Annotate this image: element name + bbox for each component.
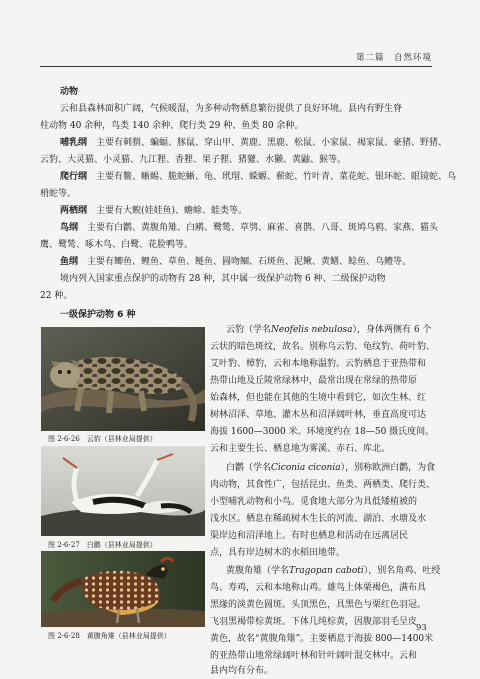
intro-line-1: 云和县森林面积广阔，气候暖湿，为多种动物栖息繁衍提供了良好环境。县内有野生脊	[60, 104, 403, 114]
class-name: 爬行纲	[60, 172, 88, 182]
class-mammal-line-2: 云豹、大灵猫、小灵猫、九江狸、香狸、果子狸、猪獾、水獭、黄鼬、猴等。	[40, 155, 347, 165]
protected-summary-line-2: 22 种。	[40, 291, 73, 301]
clouded-leopard-intro-prefix: 云豹（学名	[226, 325, 272, 335]
header-rule	[40, 66, 432, 67]
class-name: 哺乳纲	[60, 138, 88, 148]
class-text: 主要有鳖、蜥蜴、脆蛇蜥、龟、玳瑁、蝾螈、蕲蛇、竹叶青、菜花蛇、银环蛇、眼镜蛇、乌	[96, 172, 457, 182]
class-name: 鱼纲	[60, 257, 79, 267]
class-fish	[60, 254, 411, 271]
class-bird-line-2: 鹰、鹭鸶、啄木鸟、白鹭、花脸鸭等。	[40, 240, 194, 250]
tragopan-line: 县内均有分布。	[210, 666, 274, 676]
class-text: 主要有白鹳、黄腹角雉、白鹇、鹭鸶、草鸮、麻雀、喜鹊、八哥、斑鸠乌鸦、家燕、猫头	[87, 223, 439, 233]
tragopan-intro	[226, 563, 440, 580]
class-mammal	[60, 135, 447, 152]
tragopan-line: 黑缘的淡黄色圆斑。头顶黑色，具黑色与栗红色羽冠。	[210, 600, 427, 610]
class-text: 主要有鲫鱼、鲤鱼、草鱼、鲢鱼、圆吻鲴、石斑鱼、泥鳅、黄鳝、鲶鱼、乌鳢等。	[87, 257, 412, 267]
white-stork-latin: Ciconia ciconia	[271, 463, 341, 473]
clouded-leopard-intro-suffix: ），身体两侧有 6 个	[352, 325, 432, 335]
white-stork-line: 渠岸边和沼泽地上。有时也栖息和活动在远离居民	[210, 531, 409, 541]
clouded-leopard-line: 艾叶豹、樟豹，云和本地称温豹。云豹栖息于亚热带和	[210, 359, 427, 369]
class-text: 主要有刺猬、蝙蝠、豚鼠、穿山甲、黄鹿、黑鹿、松鼠、小家鼠、褐家鼠、豪猪、野猪、	[96, 138, 448, 148]
section-title: 动物	[60, 87, 79, 97]
tragopan-intro-prefix: 黄腹角雉（学名	[226, 566, 290, 576]
tragopan-line: 飞羽黑褐带棕黄斑。下体几纯棕黄，因腹部羽毛呈皮	[210, 617, 418, 627]
white-stork-intro-prefix: 白鹳（学名	[226, 463, 272, 473]
white-stork-image	[41, 446, 205, 536]
class-reptile	[60, 169, 456, 186]
white-stork-line: 小型哺乳动物和小鸟。觅食地大部分为具低矮植被的	[210, 497, 418, 507]
white-stork-line: 浅水区。栖息在稀疏树木生长的河流、湖泊、水塘及水	[210, 514, 427, 524]
clouded-leopard-latin: Neofelis nebulosa	[271, 325, 353, 335]
running-header	[40, 51, 432, 65]
cabots-tragopan-photo	[41, 551, 205, 627]
clouded-leopard-line: 树林沼泽、草地、灌木丛和沼泽阔叶林，垂直高度可达	[210, 410, 427, 420]
class-amphibian	[60, 203, 247, 220]
page-number: 93	[416, 623, 427, 633]
intro-line-2: 柱动物 40 余种，鸟类 140 余种、爬行类 29 种、鱼类 80 余种。	[40, 121, 304, 131]
class-name: 两栖纲	[60, 206, 88, 216]
white-stork-intro	[226, 460, 435, 477]
clouded-leopard-line: 始森林，但也能在其他的生境中看到它，如次生林、红	[210, 393, 427, 403]
clouded-leopard-image	[41, 327, 205, 431]
tragopan-line: 黄色，故名“黄腹角雉”。主要栖息于海拔 800—1400米	[210, 634, 434, 644]
clouded-leopard-line: 云和主要生长、栖息地为雾溪、赤石、库北。	[210, 444, 391, 454]
class-text: 主要有大鲵(娃娃鱼)、蟾蜍、蛙类等。	[96, 206, 248, 216]
white-stork-photo	[41, 446, 205, 536]
clouded-leopard-line: 海拔 1600—3000 米。环境度约在 18—50 摄氏度间。	[210, 427, 435, 437]
cabots-tragopan-image	[41, 551, 205, 627]
clouded-leopard-line: 云状的暗色斑纹，故名。别称乌云豹、龟纹豹、荷叶豹、	[210, 342, 436, 352]
caption-cabots-tragopan: 图 2-6-28 黄腹角雉（县林业局提供）	[48, 632, 171, 640]
class-reptile-line-2: 梢蛇等。	[40, 189, 77, 199]
white-stork-line: 点，具有岸边树木的水稻田地带。	[210, 548, 346, 558]
tragopan-intro-suffix: ），别名角鸡、吐绶	[363, 566, 441, 576]
protected-summary-line-1: 境内列入国家重点保护的动物有 28 种，其中属一级保护动物 6 种、二级保护动物	[60, 274, 386, 284]
caption-white-stork: 图 2-6-27 白鹳（县林业局提供）	[48, 541, 157, 549]
clouded-leopard-intro	[226, 322, 431, 339]
tragopan-line: 的亚热带山地常绿阔叶林和针叶阔叶混交林中。云和	[210, 651, 418, 661]
subheading-first-class: 一级保护动物 6 种	[60, 310, 136, 320]
header-title: 第二篇 自然环境	[355, 53, 432, 63]
tragopan-latin: Tragopan caboti	[289, 566, 364, 576]
class-name: 鸟纲	[60, 223, 79, 233]
caption-clouded-leopard: 图 2-6-26 云豹（县林业局提供）	[48, 435, 157, 443]
tragopan-line: 鸟、寿鸡，云和本地称山鸡。雄鸟上体栗褐色，满布具	[210, 583, 427, 593]
white-stork-intro-suffix: ），别称欧洲白鹳，为食	[340, 463, 436, 473]
clouded-leopard-line: 热带山地及丘陵常绿林中，最常出现在常绿的热带原	[210, 376, 418, 386]
class-bird	[60, 220, 438, 237]
clouded-leopard-photo	[41, 327, 205, 431]
white-stork-line: 肉动物，其食性广，包括昆虫、鱼类、两栖类、爬行类、	[210, 480, 436, 490]
